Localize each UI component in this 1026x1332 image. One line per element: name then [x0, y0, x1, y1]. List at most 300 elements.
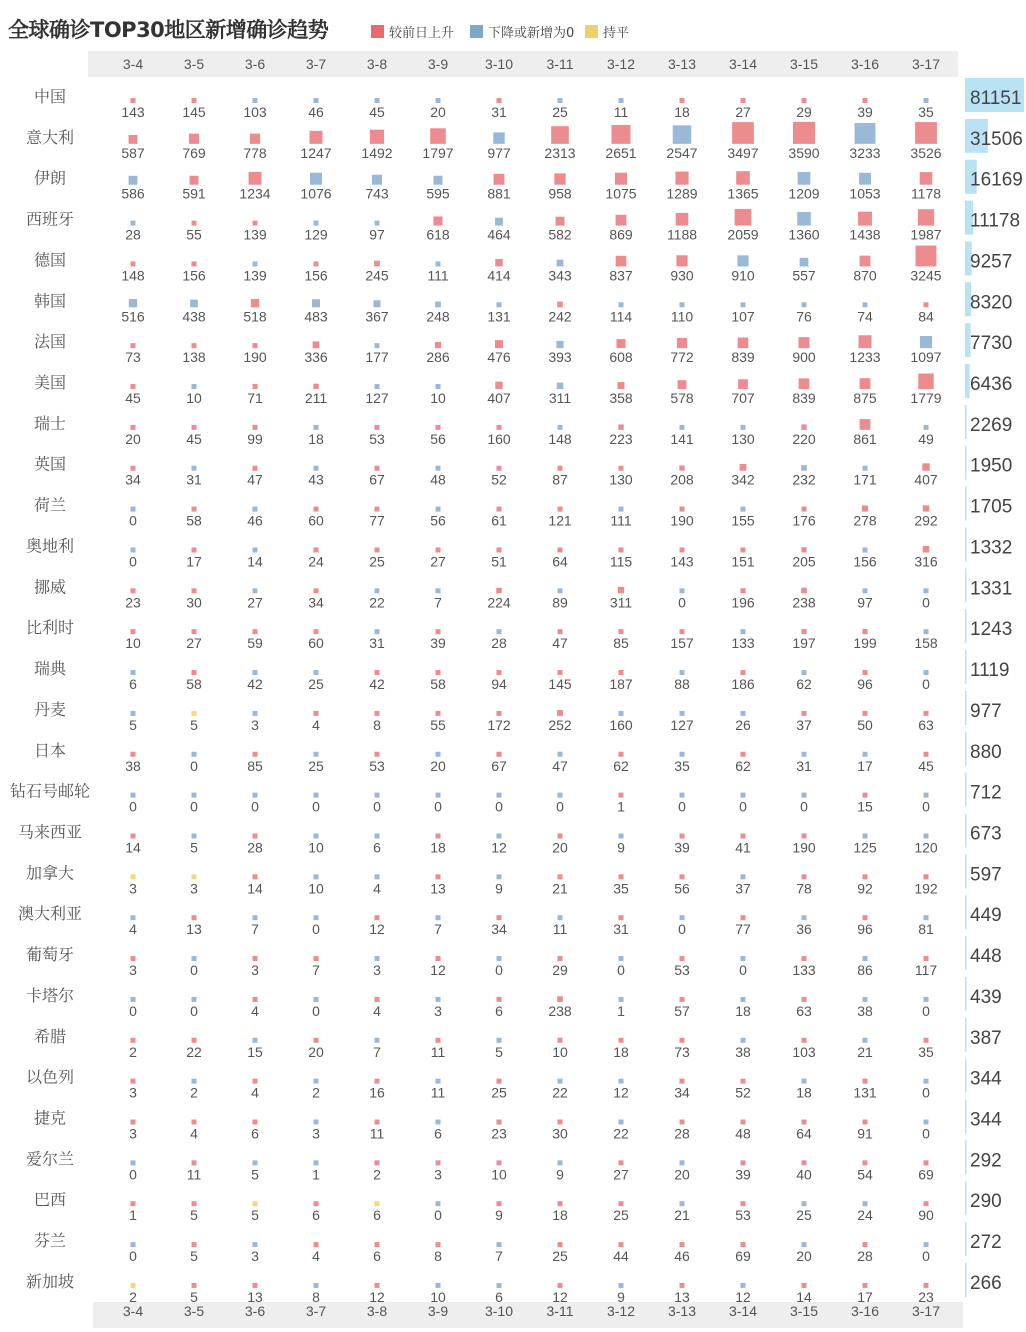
value-label: 34	[491, 921, 507, 938]
value-square	[375, 384, 380, 389]
chart-title: 全球确诊TOP30地区新增确诊趋势	[8, 18, 329, 42]
value-label: 49	[918, 430, 934, 447]
value-label: 1178	[910, 185, 942, 202]
value-square	[372, 175, 382, 185]
value-label: 77	[369, 512, 385, 529]
value-square	[310, 131, 323, 144]
value-label: 0	[922, 798, 930, 815]
value-label: 3	[373, 962, 381, 979]
value-square	[253, 711, 258, 716]
value-square	[497, 1201, 502, 1206]
date-label-bottom: 3-4	[122, 1303, 144, 1319]
total-bar	[965, 1140, 967, 1174]
date-label-bottom: 3-14	[728, 1303, 758, 1319]
value-square	[863, 1160, 868, 1165]
value-label: 0	[312, 921, 320, 938]
value-square	[375, 1038, 380, 1043]
date-label-top: 3-9	[427, 56, 449, 72]
value-square	[436, 752, 441, 757]
value-label: 1247	[300, 144, 332, 161]
date-label-top: 3-7	[305, 56, 327, 72]
total-bar	[965, 813, 967, 847]
value-label: 190	[670, 512, 694, 529]
value-square	[497, 425, 502, 430]
value-square	[253, 833, 258, 838]
value-label: 46	[308, 104, 324, 120]
value-square	[436, 1120, 441, 1125]
value-square	[558, 588, 563, 593]
value-label: 242	[548, 308, 572, 325]
value-label: 476	[487, 349, 511, 366]
value-square	[314, 1120, 319, 1125]
total-label: 448	[970, 946, 1002, 968]
value-label: 286	[426, 349, 450, 366]
value-square	[314, 874, 319, 879]
value-square	[619, 833, 624, 838]
value-square	[375, 1160, 380, 1165]
value-square	[558, 1120, 563, 1125]
value-label: 930	[670, 267, 694, 284]
value-square	[497, 629, 502, 634]
value-label: 3590	[788, 144, 820, 161]
value-label: 4	[312, 1248, 320, 1265]
value-label: 11	[369, 1125, 385, 1142]
total-bar	[965, 650, 967, 684]
value-square	[375, 997, 380, 1002]
value-square	[495, 218, 503, 226]
value-square	[741, 1242, 746, 1247]
total-bar	[965, 487, 967, 521]
value-label: 1779	[910, 390, 942, 407]
value-label: 131	[853, 1084, 877, 1101]
date-label-bottom: 3-15	[789, 1303, 819, 1319]
value-square	[314, 997, 319, 1002]
value-square	[253, 261, 258, 266]
value-square	[375, 1242, 380, 1247]
value-square	[253, 956, 258, 961]
value-square	[129, 176, 138, 185]
country-label: 伊朗	[33, 168, 67, 188]
value-label: 61	[491, 512, 507, 529]
value-square	[253, 1038, 258, 1043]
value-label: 89	[552, 594, 568, 611]
value-square	[131, 629, 136, 634]
value-square	[793, 122, 815, 144]
value-label: 133	[731, 635, 755, 652]
value-label: 900	[792, 349, 816, 366]
value-square	[497, 956, 502, 961]
value-label: 96	[857, 921, 873, 938]
value-label: 20	[552, 839, 568, 856]
value-label: 18	[430, 839, 446, 856]
value-square	[802, 302, 807, 307]
value-square	[558, 1079, 563, 1084]
value-label: 4	[251, 1002, 259, 1019]
value-label: 55	[430, 716, 446, 733]
value-label: 53	[369, 757, 385, 774]
value-label: 47	[247, 471, 263, 488]
value-label: 190	[243, 349, 267, 366]
value-square	[802, 874, 807, 879]
value-square	[131, 221, 136, 226]
value-label: 139	[243, 267, 267, 284]
value-label: 595	[426, 185, 450, 202]
value-label: 35	[918, 104, 934, 120]
value-label: 103	[243, 104, 267, 120]
value-square	[680, 1283, 685, 1288]
total-label: 673	[970, 823, 1002, 845]
date-label-top: 3-14	[728, 56, 758, 72]
value-square	[924, 711, 929, 716]
value-label: 63	[796, 1002, 812, 1019]
value-square	[802, 1038, 807, 1043]
value-square	[375, 670, 380, 675]
date-label-bottom: 3-13	[667, 1303, 697, 1319]
total-label: 9257	[970, 251, 1013, 273]
value-square	[676, 213, 689, 226]
total-label: 1119	[970, 660, 1010, 682]
date-label-top: 3-12	[606, 56, 636, 72]
value-square	[675, 172, 688, 185]
value-label: 8	[434, 1248, 442, 1265]
value-square	[554, 173, 565, 184]
value-label: 586	[121, 185, 145, 202]
value-square	[192, 997, 197, 1002]
total-label: 266	[970, 1272, 1002, 1294]
value-square	[314, 466, 319, 471]
value-label: 358	[609, 390, 633, 407]
value-label: 110	[670, 308, 694, 325]
total-bar	[965, 1222, 967, 1256]
value-label: 1076	[300, 185, 332, 202]
value-label: 24	[308, 553, 324, 570]
value-square	[557, 302, 563, 308]
value-label: 12	[613, 1084, 629, 1101]
value-label: 56	[430, 430, 446, 447]
value-square	[249, 172, 262, 185]
value-square	[558, 1160, 563, 1165]
value-label: 7	[434, 594, 442, 611]
legend-label-up: 较前日上升	[389, 26, 455, 41]
value-square	[131, 507, 136, 512]
value-label: 1075	[605, 185, 637, 202]
value-square	[738, 379, 748, 389]
value-square	[863, 588, 868, 593]
value-square	[619, 793, 624, 798]
value-square	[863, 466, 868, 471]
value-square	[860, 256, 871, 267]
value-square	[314, 670, 319, 675]
value-label: 91	[857, 1125, 873, 1142]
value-label: 15	[857, 798, 873, 815]
value-label: 12	[735, 1288, 751, 1305]
date-label-top: 3-8	[366, 56, 388, 72]
value-square	[741, 1201, 746, 1206]
value-square	[863, 98, 868, 103]
value-square	[436, 547, 441, 552]
country-label: 加拿大	[25, 863, 75, 883]
value-square	[679, 465, 684, 470]
value-label: 53	[735, 1207, 751, 1224]
value-label: 18	[613, 1043, 629, 1060]
total-label: 272	[970, 1232, 1002, 1254]
date-label-bottom: 3-7	[305, 1303, 327, 1319]
value-square	[551, 126, 569, 144]
value-square	[253, 915, 258, 920]
value-square	[619, 466, 624, 471]
value-square	[192, 1120, 197, 1125]
value-label: 0	[129, 798, 137, 815]
country-label: 卡塔尔	[25, 985, 75, 1005]
value-square	[436, 997, 441, 1002]
value-square	[192, 221, 197, 226]
value-label: 120	[914, 839, 938, 856]
value-square	[863, 1242, 868, 1247]
value-label: 27	[186, 635, 202, 652]
value-square	[680, 833, 685, 838]
value-square	[436, 425, 441, 430]
value-label: 199	[853, 635, 877, 652]
value-label: 6	[251, 1125, 259, 1142]
value-square	[740, 670, 745, 675]
value-label: 28	[247, 839, 263, 856]
value-label: 367	[365, 308, 389, 325]
value-square	[740, 464, 747, 471]
value-label: 21	[674, 1207, 690, 1224]
value-label: 5	[190, 1207, 198, 1224]
value-square	[497, 1120, 502, 1125]
value-label: 35	[918, 1043, 934, 1060]
value-square	[863, 915, 868, 920]
value-label: 25	[552, 104, 568, 120]
value-square	[192, 261, 197, 266]
value-label: 74	[857, 308, 873, 325]
value-label: 23	[125, 594, 141, 611]
value-square	[192, 1079, 197, 1084]
value-label: 45	[125, 390, 141, 407]
country-label: 瑞士	[33, 413, 67, 433]
value-label: 8	[373, 716, 381, 733]
value-label: 414	[487, 267, 511, 284]
value-label: 39	[430, 635, 446, 652]
value-label: 127	[670, 716, 694, 733]
value-square	[735, 209, 752, 226]
total-label: 31506	[970, 128, 1023, 150]
value-square	[619, 507, 624, 512]
value-square	[253, 547, 258, 552]
value-square	[253, 425, 258, 430]
value-label: 96	[857, 676, 873, 693]
value-label: 29	[796, 104, 812, 120]
value-square	[436, 1283, 441, 1288]
value-square	[802, 1242, 807, 1247]
total-label: 439	[970, 986, 1002, 1008]
value-square	[558, 425, 563, 430]
value-label: 115	[609, 553, 633, 570]
value-square	[192, 384, 197, 389]
value-square	[253, 1120, 258, 1125]
date-label-top: 3-4	[122, 56, 144, 72]
country-label: 挪威	[33, 577, 67, 597]
value-label: 220	[792, 430, 816, 447]
value-square	[192, 466, 197, 471]
value-label: 0	[129, 1002, 137, 1019]
value-square	[314, 1242, 319, 1247]
value-label: 4	[373, 880, 381, 897]
value-square	[497, 1283, 502, 1288]
value-square	[253, 466, 258, 471]
value-label: 5	[190, 1248, 198, 1265]
total-label: 387	[970, 1027, 1002, 1049]
value-label: 25	[552, 1248, 568, 1265]
value-square	[557, 710, 563, 716]
value-square	[314, 261, 319, 266]
value-label: 31	[491, 104, 507, 120]
value-square	[253, 629, 258, 634]
value-square	[924, 956, 929, 961]
value-square	[192, 793, 197, 798]
value-label: 133	[792, 962, 816, 979]
value-square	[741, 915, 746, 920]
value-label: 48	[430, 471, 446, 488]
value-label: 57	[674, 1002, 690, 1019]
value-label: 0	[922, 1125, 930, 1142]
value-square	[497, 547, 502, 552]
value-square	[314, 98, 319, 103]
value-label: 67	[491, 757, 507, 774]
total-label: 7730	[970, 333, 1013, 355]
value-label: 1209	[788, 185, 820, 202]
value-square	[434, 176, 443, 185]
value-label: 171	[853, 471, 877, 488]
value-square	[375, 1201, 380, 1206]
value-square	[677, 338, 687, 348]
country-label: 马来西亚	[17, 822, 83, 842]
value-label: 0	[495, 962, 503, 979]
total-bar	[965, 1018, 967, 1052]
value-label: 4	[373, 1002, 381, 1019]
value-label: 51	[491, 553, 507, 570]
value-label: 86	[857, 962, 873, 979]
value-label: 11	[430, 1084, 446, 1101]
value-label: 958	[548, 185, 572, 202]
value-square	[375, 588, 380, 593]
value-square	[436, 833, 441, 838]
value-label: 0	[617, 962, 625, 979]
value-label: 1053	[849, 185, 881, 202]
value-label: 343	[548, 267, 572, 284]
value-square	[924, 1242, 929, 1247]
value-square	[497, 466, 502, 471]
value-label: 3	[312, 1125, 320, 1142]
value-square	[619, 752, 624, 757]
value-label: 11	[430, 1043, 446, 1060]
value-label: 245	[365, 267, 389, 284]
value-label: 50	[857, 716, 873, 733]
value-label: 26	[735, 716, 751, 733]
value-label: 143	[670, 553, 694, 570]
date-label-bottom: 3-6	[244, 1303, 266, 1319]
value-square	[494, 174, 505, 185]
total-label: 8320	[970, 292, 1013, 314]
value-square	[680, 547, 685, 552]
value-label: 10	[308, 839, 324, 856]
value-label: 13	[674, 1288, 690, 1305]
value-square	[916, 246, 937, 267]
value-label: 56	[430, 512, 446, 529]
country-label: 瑞典	[33, 659, 67, 679]
value-label: 141	[670, 430, 694, 447]
value-label: 248	[426, 308, 450, 325]
value-square	[619, 1079, 624, 1084]
value-square	[436, 874, 441, 879]
value-square	[192, 507, 197, 512]
total-label: 880	[970, 741, 1002, 763]
value-square	[375, 629, 380, 634]
value-square	[436, 629, 441, 634]
value-label: 158	[914, 635, 938, 652]
value-square	[863, 793, 868, 798]
value-label: 9	[556, 1166, 564, 1183]
value-square	[314, 1038, 319, 1043]
value-label: 20	[674, 1166, 690, 1183]
country-label: 美国	[33, 373, 67, 393]
value-square	[862, 629, 867, 634]
value-label: 92	[857, 880, 873, 897]
value-square	[619, 956, 624, 961]
country-label: 比利时	[25, 618, 75, 638]
value-label: 22	[369, 594, 385, 611]
value-square	[802, 1283, 807, 1288]
value-label: 1188	[666, 226, 698, 243]
value-square	[619, 98, 624, 103]
value-label: 839	[731, 349, 755, 366]
value-square	[863, 302, 868, 307]
value-square	[924, 1120, 929, 1125]
value-square	[192, 833, 197, 838]
value-square	[558, 874, 563, 879]
total-bar	[965, 936, 967, 970]
value-label: 18	[308, 430, 324, 447]
value-square	[802, 956, 807, 961]
value-square	[436, 261, 441, 266]
value-square	[920, 172, 933, 185]
value-label: 10	[430, 1288, 446, 1305]
value-label: 516	[121, 308, 145, 325]
value-label: 60	[308, 512, 324, 529]
value-label: 6	[373, 1248, 381, 1265]
value-label: 3	[434, 1002, 442, 1019]
total-label: 449	[970, 905, 1002, 927]
value-label: 17	[857, 1288, 873, 1305]
total-bar	[965, 732, 967, 766]
value-square	[680, 956, 685, 961]
date-label-top: 3-15	[789, 56, 819, 72]
value-square	[314, 956, 319, 961]
value-square	[253, 1283, 258, 1288]
value-label: 5	[190, 716, 198, 733]
value-square	[802, 98, 807, 103]
value-label: 18	[796, 1084, 812, 1101]
value-square	[680, 670, 685, 675]
value-label: 21	[552, 880, 568, 897]
value-square	[131, 1201, 136, 1206]
value-label: 21	[857, 1043, 873, 1060]
value-label: 20	[125, 430, 141, 447]
value-square	[680, 997, 685, 1002]
value-label: 64	[552, 553, 568, 570]
value-square	[497, 1038, 502, 1043]
